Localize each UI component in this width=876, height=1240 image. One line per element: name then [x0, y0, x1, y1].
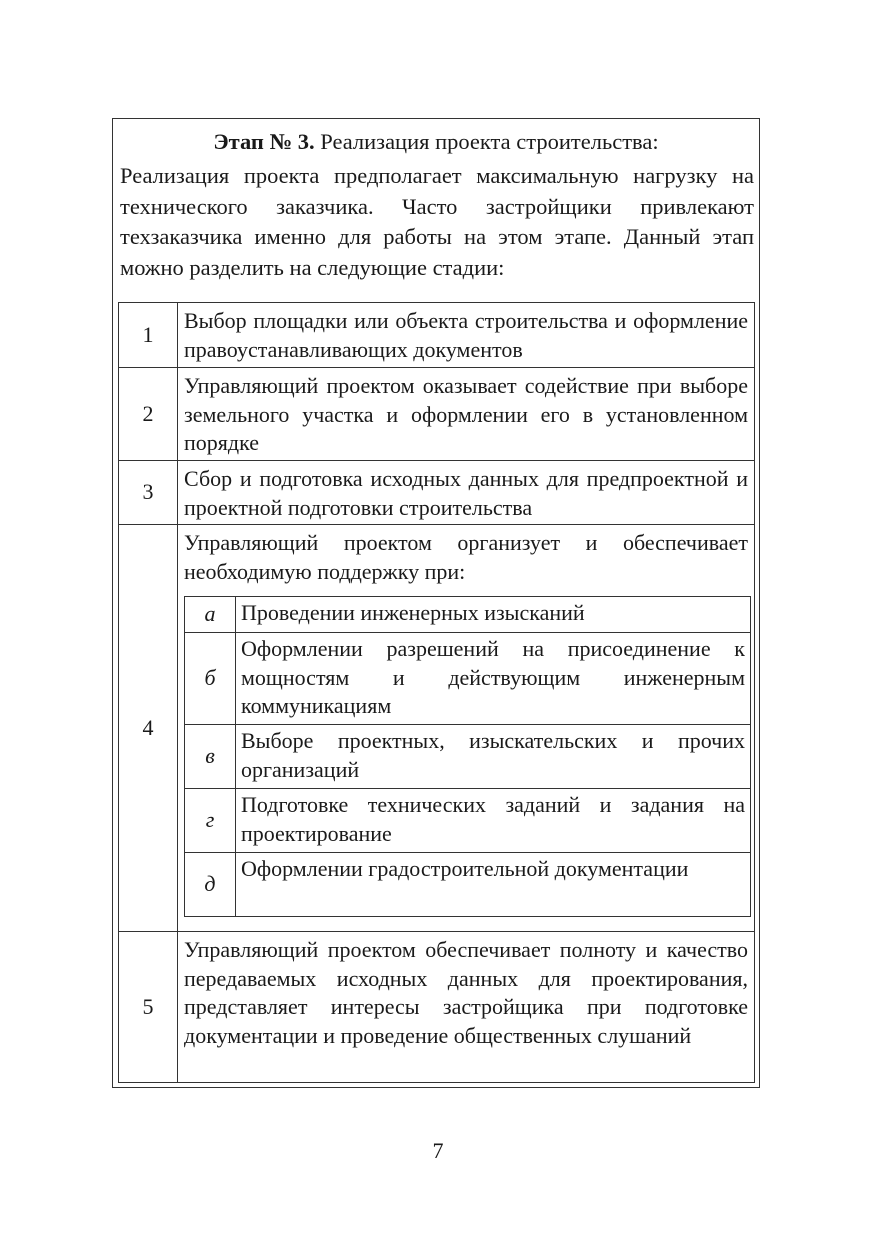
row-text: Управляющий проектом обеспечивает полноту и качество передаваемых исходных данных для проектирования, представляет интересы застройщика при подготовке документации и проведение общественных слушаний — [178, 932, 755, 1083]
stage-title-rest: Реализация проекта строительства: — [314, 129, 659, 154]
row-text-with-subtable — [178, 525, 755, 932]
sub-row-text: Подготовке технических заданий и задания на проектирование — [236, 789, 751, 853]
row-text: Выбор площадки или объекта строительства и оформление правоустанавливающих документов — [178, 303, 755, 368]
table-row — [119, 461, 755, 525]
sub-row-text: Проведении инженерных изысканий — [236, 597, 751, 633]
sub-row-text: Оформлении градостроительной документации — [236, 853, 751, 917]
row-number: 1 — [119, 303, 178, 368]
table-row — [119, 368, 755, 461]
sub-row — [185, 597, 751, 633]
sub-row-letter: г — [185, 789, 236, 853]
sub-row-letter: б — [185, 633, 236, 725]
row-number: 3 — [119, 461, 178, 525]
row-number: 5 — [119, 932, 178, 1083]
stage-frame — [112, 118, 760, 1088]
sub-row-letter: д — [185, 853, 236, 917]
table-row — [119, 932, 755, 1083]
sub-row-letter: а — [185, 597, 236, 633]
stages-table — [118, 302, 755, 1083]
sub-row — [185, 789, 751, 853]
sub-row — [185, 725, 751, 789]
sub-row-letter: в — [185, 725, 236, 789]
page-number: 7 — [432, 1138, 444, 1163]
stage-title-bold: Этап № 3. — [213, 129, 315, 154]
table-row — [119, 303, 755, 368]
sub-row — [185, 633, 751, 725]
stage-intro: Реализация проекта предполагает максимальную нагрузку на технического заказчика. Часто застройщики привлекают техзаказчика именно для работы на этом этапе. Данный этап можно разделить на следующие стадии: — [120, 163, 754, 280]
row-text: Управляющий проектом организует и обеспечивает необходимую поддержку при: — [184, 530, 748, 584]
sub-row-text: Оформлении разрешений на присоединение к мощностям и действующим инженерным коммуникациям — [236, 633, 751, 725]
row-number: 4 — [119, 525, 178, 932]
row-text: Управляющий проектом оказывает содействие при выборе земельного участка и оформлении его в установленном порядке — [178, 368, 755, 461]
sub-stages-table — [184, 596, 751, 917]
row-text: Сбор и подготовка исходных данных для предпроектной и проектной подготовки строительства — [178, 461, 755, 525]
table-row — [119, 525, 755, 932]
stage-heading — [113, 127, 759, 157]
row-number: 2 — [119, 368, 178, 461]
sub-row-text: Выборе проектных, изыскательских и прочих организаций — [236, 725, 751, 789]
sub-row — [185, 853, 751, 917]
